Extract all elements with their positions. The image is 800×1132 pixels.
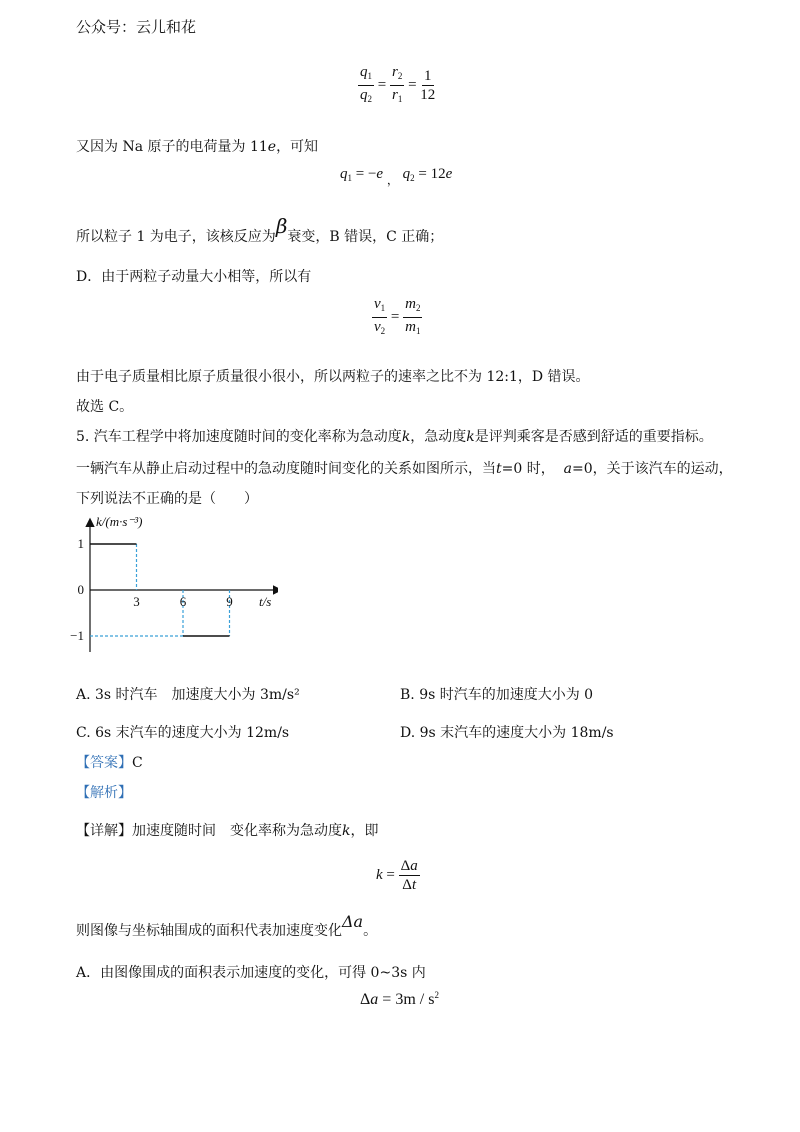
text-choose-c: 故选 C。 xyxy=(76,399,134,415)
text-option-a-analysis: A．由图像围成的面积表示加速度的变化，可得 0~3s 内 xyxy=(76,965,426,981)
y-tick-label-0: 1 xyxy=(77,536,84,551)
equation-delta-a: $\Delta a = 3m / s^2$ xyxy=(360,990,439,1008)
equation-velocity-ratio: $\frac{v_1}{v_2}$ = $\frac{m_2}{m_1}$ xyxy=(374,296,421,336)
x-tick-label-6: 6 xyxy=(179,594,187,609)
equation-charge-ratio: $\frac{q_1}{q_2}$ = $\frac{r_2}{r_1}$ = $\frac{1}{12}$ xyxy=(360,64,436,104)
text-beta-decay: 所以粒子 1 为电子，该核反应为β衰变，B 错误，C 正确； xyxy=(76,214,444,245)
y-axis-label: k/(m·s⁻³) xyxy=(96,514,143,529)
equation-jerk-definition: k = $\frac{\Delta a}{\Delta t}$ xyxy=(376,858,418,893)
analysis-label: 【解析】 xyxy=(76,785,132,801)
text-area-meaning: 则图像与坐标轴围成的面积代表加速度变化Δa。 xyxy=(76,912,378,939)
question-5-line-3: 下列说法不正确的是（ ） xyxy=(76,491,258,507)
answer-label: 【答案】 xyxy=(76,755,132,771)
jerk-time-chart xyxy=(68,512,278,652)
text-na-charge: 又因为 Na 原子的电荷量为 11e，可知 xyxy=(76,139,319,155)
option-a[interactable]: A. 3s 时汽车 加速度大小为 3m/s² xyxy=(76,687,300,703)
text-mass-comparison: 由于电子质量相比原子质量很小很小，所以两粒子的速率之比不为 12:1，D 错误。 xyxy=(76,369,590,385)
equation-charges: $q_1 = -e$ $_,$ $q_2 = 12e$ xyxy=(340,166,453,187)
question-5-line-1: 5. 汽车工程学中将加速度随时间的变化率称为急动度k，急动度k是评判乘客是否感到舒适的重要指标。 xyxy=(76,429,713,445)
x-tick-label-3: 3 xyxy=(133,594,140,609)
header-account: 公众号：云儿和花 xyxy=(76,18,197,36)
option-c[interactable]: C. 6s 末汽车的速度大小为 12m/s xyxy=(76,725,290,741)
x-tick-label-9: 9 xyxy=(226,594,233,609)
y-tick-label-2: −1 xyxy=(70,628,84,643)
text-option-d-analysis: D．由于两粒子动量大小相等，所以有 xyxy=(76,269,312,285)
x-axis-label: t/s xyxy=(259,594,272,609)
option-b[interactable]: B. 9s 时汽车的加速度大小为 0 xyxy=(400,687,594,703)
question-5-line-2: 一辆汽车从静止启动过程中的急动度随时间变化的关系如图所示，当t=0 时， a=0，关于该汽车的运动， xyxy=(76,461,733,477)
answer-value: C xyxy=(132,755,143,771)
answer-line xyxy=(76,752,143,772)
y-tick-label-1: 0 xyxy=(77,582,84,597)
option-d[interactable]: D. 9s 末汽车的速度大小为 18m/s xyxy=(400,725,614,741)
detail-line: 【详解】加速度随时间 变化率称为急动度k，即 xyxy=(76,823,379,839)
